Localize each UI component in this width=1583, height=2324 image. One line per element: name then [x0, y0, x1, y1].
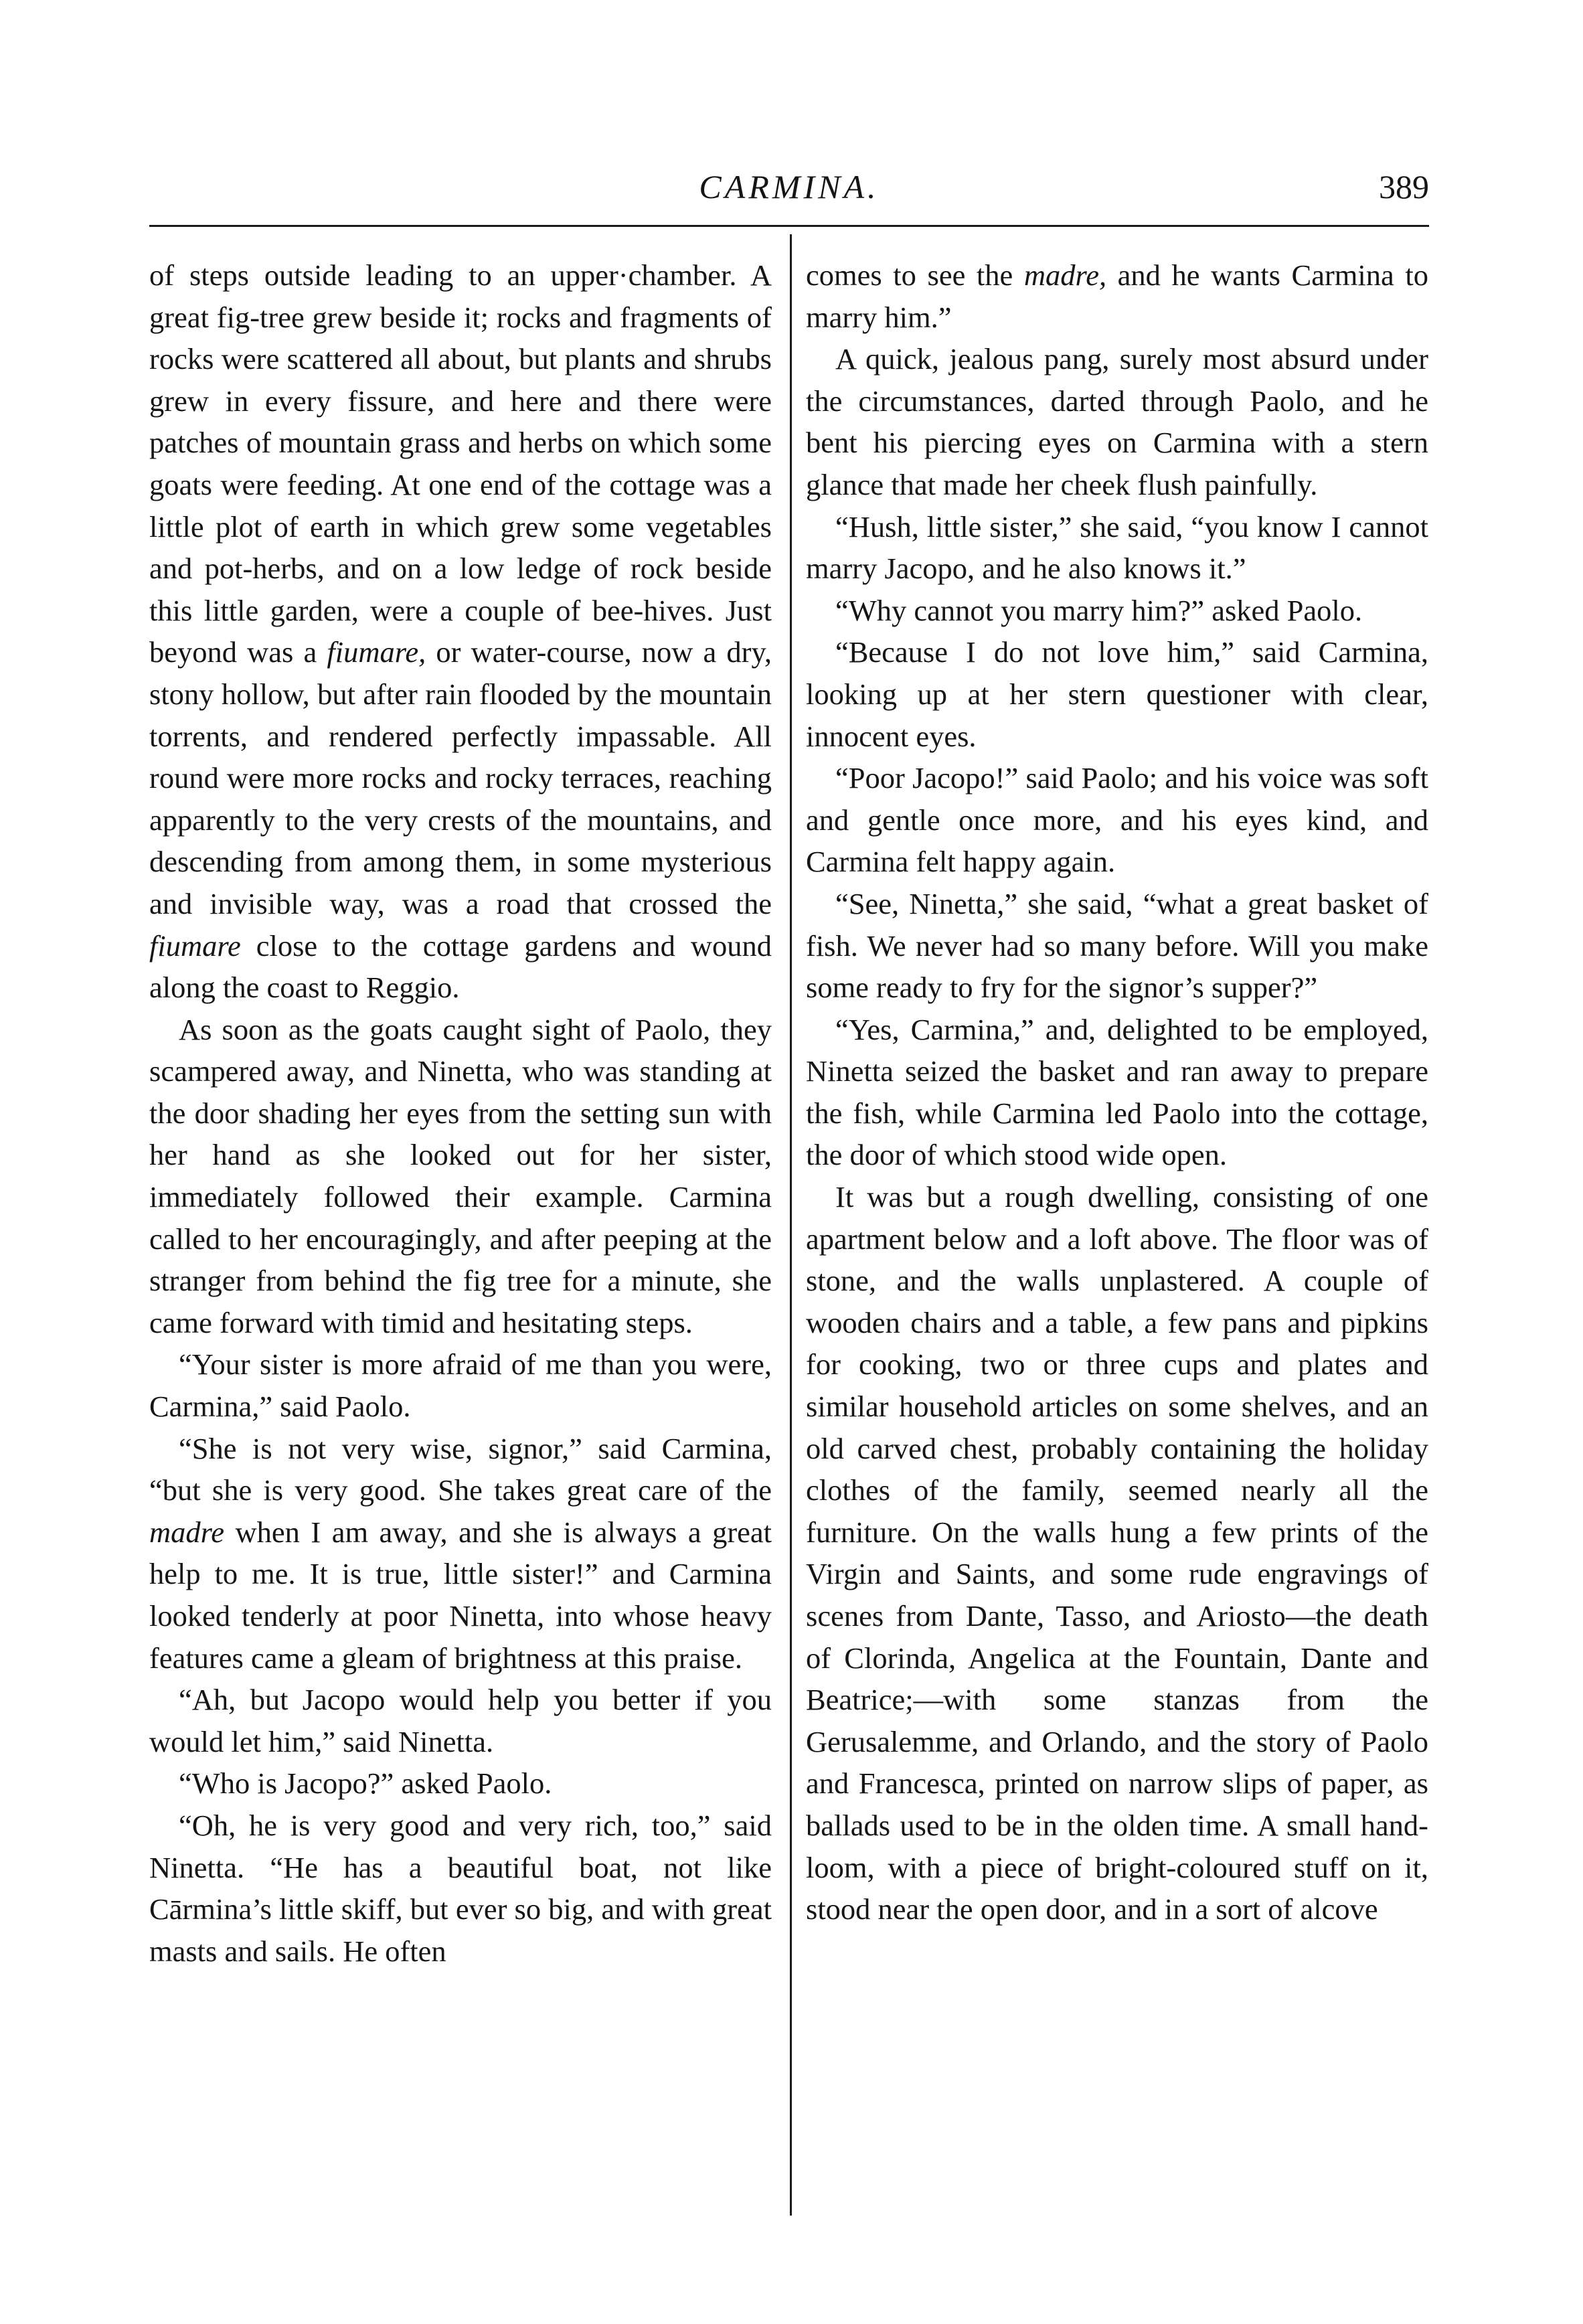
- paragraph: A quick, jealous pang, surely most absurd under the circumstances, darted through Paolo, and he bent his piercing eyes on Carmina with a stern glance that made her cheek flush painfully.: [806, 342, 1428, 501]
- paragraph: “Your sister is more afraid of me than you were, Carmina,” said Paolo.: [149, 1347, 772, 1424]
- paragraph: “Who is Jacopo?” asked Paolo.: [179, 1766, 552, 1801]
- paragraph: As soon as the goats caught sight of Paolo, they scampered away, and Ninetta, who was standing at the door shading her eyes from the setting sun with her hand as she looked out for her sister, immediately followed their example. Carmina called to her encouragingly, and after peeping at the stranger from behind the fig tree for a minute, she came forward with timid and hesitating steps.: [149, 1012, 772, 1339]
- paragraph: “Poor Jacopo!” said Paolo; and his voice was soft and gentle once more, and his eyes kind, and Carmina felt happy again.: [806, 761, 1428, 879]
- paragraph: “Why cannot you marry him?” asked Paolo.: [835, 593, 1363, 627]
- paragraph: “Hush, little sister,” she said, “you know I cannot marry Jacopo, and he also knows it.”: [806, 509, 1428, 586]
- paragraph: comes to see the madre, and he wants Carmina to marry him.”: [806, 258, 1428, 334]
- paragraph: “Yes, Carmina,” and, delighted to be employed, Ninetta seized the basket and ran away to prepare the fish, while Carmina led Paolo into the cottage, the door of which stood wide open.: [806, 1012, 1428, 1172]
- right-column: [806, 254, 1428, 1930]
- column-divider: [790, 234, 792, 2216]
- page-number: 389: [1379, 168, 1429, 205]
- paragraph: “Oh, he is very good and very rich, too,” said Ninetta. “He has a beautiful boat, not like Cārmina’s little skiff, but ever so big, and with great masts and sails. He often: [149, 1808, 772, 1968]
- running-title: CARMINA.: [699, 168, 880, 205]
- paragraph: It was but a rough dwelling, consisting of one apartment below and a loft above. The floor was of stone, and the walls unplastered. A couple of wooden chairs and a table, a few pans and pipkins for cooking, two or three cups and plates and similar household articles on some shelves, and an old carved chest, probably containing the holiday clothes of the family, seemed nearly all the furniture. On the walls hung a few prints of the Virgin and Saints, and some rude engravings of scenes from Dante, Tasso, and Ariosto—the death of Clorinda, Angelica at the Fountain, Dante and Beatrice;—with some stanzas from the Gerusalemme, and Orlando, and the story of Paolo and Francesca, printed on narrow slips of paper, as ballads used to be in the olden time. A small hand-loom, with a piece of bright-coloured stuff on it, stood near the open door, and in a sort of alcove: [806, 1180, 1428, 1926]
- paragraph: “Because I do not love him,” said Carmina, looking up at her stern questioner with clear, innocent eyes.: [806, 635, 1428, 753]
- paragraph: “See, Ninetta,” she said, “what a great basket of fish. We never had so many before. Will you make some ready to fry for the signor’s supper?”: [806, 886, 1428, 1005]
- header-rule: [149, 225, 1429, 227]
- page-header: [149, 167, 1429, 214]
- paragraph: “Ah, but Jacopo would help you better if you would let him,” said Ninetta.: [149, 1683, 772, 1758]
- paragraph: “She is not very wise, signor,” said Carmina, “but she is very good. She takes great care of the madre when I am away, and she is always a great help to me. It is true, little sister!” and Carmina looked tenderly at poor Ninetta, into whose heavy features came a gleam of brightness at this praise.: [149, 1431, 772, 1675]
- left-column: [149, 254, 772, 1972]
- paragraph: of steps outside leading to an upper·chamber. A great fig-tree grew beside it; rocks and fragments of rocks were scattered all about, but plants and shrubs grew in every fissure, and here and there were patches of mountain grass and herbs on which some goats were feeding. At one end of the cottage was a little plot of earth in which grew some vegetables and pot-herbs, and on a low ledge of rock beside this little garden, were a couple of bee-hives. Just beyond was a fiumare, or water-course, now a dry, stony hollow, but after rain flooded by the mountain torrents, and rendered perfectly impassable. All round were more rocks and rocky terraces, reaching apparently to the very crests of the mountains, and descending from among them, in some mysterious and invisible way, was a road that crossed the fiumare close to the cottage gardens and wound along the coast to Reggio.: [149, 258, 772, 1005]
